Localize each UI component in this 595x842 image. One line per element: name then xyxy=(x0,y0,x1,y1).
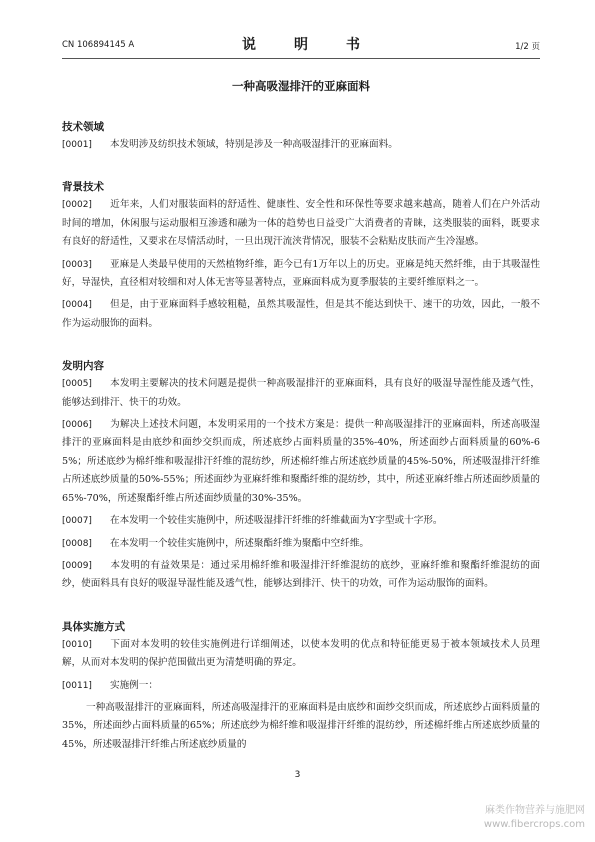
watermark-url: www.fibercrops.com xyxy=(483,819,585,830)
paragraph-number: [0004] xyxy=(62,300,92,311)
paragraph-text: 下面对本发明的较佳实施例进行详细阐述，以使本发明的优点和特征能更易于被本领域技术人员理解，从而对本发明的保护范围做出更为清楚明确的界定。 xyxy=(62,638,540,669)
paragraph-text: 为解决上述技术问题，本发明采用的一个技术方案是：提供一种高吸湿排汗的亚麻面料，所述高吸湿排汗的亚麻面料是由底纱和面纱交织而成，所述底纱占面料质量的35%-40%，所述面纱占面料质量的60%-65%；所述底纱为棉纤维和吸湿排汗纤维的混纺纱，所述棉纤维占所述底纱质量的45%-50%，所述吸湿排汗纤维占所述底纱质量的50%-55%；所述面纱为亚麻纤维和聚酯纤维的混纺纱，其中，所述亚麻纤维占所述面纱质量的65%-70%，所述聚酯纤维占所述面纱质量的30%-35%。 xyxy=(62,419,540,504)
document-title: 一种高吸湿排汗的亚麻面料 xyxy=(232,79,370,93)
paragraph-text: 本发明涉及纺织技术领域，特别是涉及一种高吸湿排汗的亚麻面料。 xyxy=(110,139,398,150)
paragraph xyxy=(62,557,540,594)
page-header xyxy=(62,34,540,54)
paragraph-text: 在本发明一个较佳实施例中，所述聚酯纤维为聚酯中空纤维。 xyxy=(110,537,370,549)
paragraph-number: [0007] xyxy=(62,516,92,527)
section-heading-embodiment: 具体实施方式 xyxy=(62,620,125,633)
paragraph-text: 亚麻是人类最早使用的天然植物纤维，距今已有1万年以上的历史。亚麻是纯天然纤维，由于其吸湿性好，导湿快，直径相对较细和对人体无害等显著特点，亚麻面料成为夏季服装的主要纤维原料之一。 xyxy=(62,258,540,289)
paragraph-text: 实施例一： xyxy=(110,679,158,691)
paragraph xyxy=(62,196,540,251)
document-type: 说 明 书 xyxy=(242,37,372,53)
section-heading-tech-field: 技术领域 xyxy=(62,121,104,133)
paragraph-text: 本发明主要解决的技术问题是提供一种高吸湿排汗的亚麻面料，具有良好的吸湿导湿性能及透气性，能够达到排汗、快干的功效。 xyxy=(62,378,540,408)
section-heading-background: 背景技术 xyxy=(62,181,104,194)
paragraph xyxy=(62,636,540,673)
paragraph-number: [0001] xyxy=(62,140,92,150)
paragraph xyxy=(62,535,540,553)
document-body xyxy=(62,112,540,758)
paragraph xyxy=(62,416,540,508)
paragraph-number: [0002] xyxy=(62,200,92,211)
watermark xyxy=(484,804,585,832)
paragraph-number: [0009] xyxy=(62,560,92,571)
paragraph-text: 但是，由于亚麻面料手感较粗糙，虽然其吸湿性，但是其不能达到快干、速干的功效，因此，一般不作为运动服饰的面料。 xyxy=(62,299,540,329)
paragraph-number: [0010] xyxy=(62,639,92,650)
paragraph xyxy=(62,512,540,530)
paragraph-text: 在本发明一个较佳实施例中，所述吸湿排汗纤维的纤维截面为Y字型或十字形。 xyxy=(110,515,443,527)
paragraph xyxy=(62,136,540,154)
watermark-name: 麻类作物营养与施肥网 xyxy=(485,805,585,816)
paragraph-number: [0006] xyxy=(62,420,92,431)
page-number: 3 xyxy=(294,770,301,780)
document-id: CN 106894145 A xyxy=(62,40,135,50)
paragraph-number: [0005] xyxy=(62,379,92,390)
paragraph-text: 近年来，人们对服装面料的舒适性、健康性、安全性和环保性等要求越来越高，随着人们在户外活动时间的增加，休闲服与运动服相互渗透和融为一体的趋势也日益受广大消费者的青睐，这类服装的面料，既要求有良好的舒适性，又要求在尽情活动时，一旦出现汗流浃背情况，服装不会粘贴皮肤而产生冷湿感。 xyxy=(62,199,540,248)
header-divider xyxy=(62,58,540,59)
paragraph-number: [0008] xyxy=(62,538,92,549)
page-indicator: 1/2 页 xyxy=(515,42,540,52)
paragraph-number: [0011] xyxy=(62,680,92,691)
paragraph-continuation: 一种高吸湿排汗的亚麻面料，所述高吸湿排汗的亚麻面料是由底纱和面纱交织而成，所述底纱占面料质量的35%，所述面纱占面料质量的65%；所述底纱为棉纤维和吸湿排汗纤维的混纺纱，所述棉纤维占所述底纱质量的45%，所述吸湿排汗纤维占所述底纱质量的 xyxy=(62,701,540,750)
section-heading-invention: 发明内容 xyxy=(62,360,104,373)
paragraph xyxy=(62,375,540,412)
paragraph xyxy=(62,677,540,695)
paragraph-text: 本发明的有益效果是：通过采用棉纤维和吸湿排汗纤维混纺的底纱，亚麻纤维和聚酯纤维混纺的面纱，使面料具有良好的吸湿导湿性能及透气性，能够达到排汗、快干的功效，可作为运动服饰的面料。 xyxy=(62,559,540,590)
paragraph xyxy=(62,256,540,293)
paragraph xyxy=(62,296,540,333)
paragraph-number: [0003] xyxy=(62,259,92,270)
